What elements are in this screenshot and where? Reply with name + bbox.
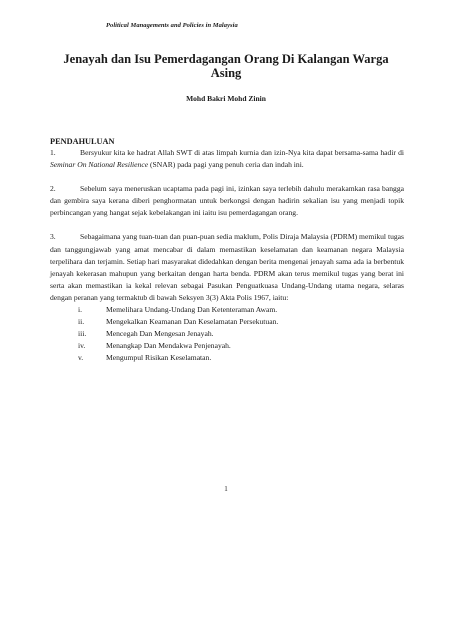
paragraph-text: Bersyukur kita ke hadrat Allah SWT di atas limpah kurnia dan izin-Nya kita dapat bersama-sama hadir di	[80, 148, 404, 157]
section-heading: PENDAHULUAN	[50, 137, 115, 146]
page-number: 1	[224, 485, 228, 493]
list-item-text: Mencegah Dan Mengesan Jenayah.	[106, 329, 214, 339]
paragraph-number: 2.	[50, 184, 56, 194]
list-numeral: ii.	[78, 317, 85, 327]
paragraph-text: (SNAR) pada pagi yang penuh ceria dan indah ini.	[148, 160, 304, 170]
list-item	[50, 316, 404, 328]
author-name: Mohd Bakri Mohd Zinin	[186, 94, 266, 103]
document-body	[50, 136, 404, 365]
paragraph-number: 3.	[50, 232, 56, 242]
list-item	[50, 328, 404, 340]
police-duties-list	[50, 304, 404, 364]
list-numeral: iii.	[78, 329, 87, 339]
paragraph-text: Sebelum saya meneruskan ucaptama pada pagi ini, izinkan saya terlebih dahulu merakamkan rasa bangga dan gembira saya kerana diberi penghormatan untuk berkongsi dengan hadirin sekalian isu yang menjadi topik perbincangan yang hangat sejak kebelakangan ini iaitu isu pemerdagangan orang.	[50, 184, 404, 218]
list-numeral: v.	[78, 353, 84, 363]
running-head: Political Managements and Policies in Malaysia	[106, 22, 238, 29]
paragraph-number: 1.	[50, 148, 56, 157]
list-numeral: i.	[78, 305, 83, 315]
seminar-name: Seminar On National Resilience	[50, 160, 149, 170]
paragraph-text: Sebagaimana yang tuan-tuan dan puan-puan sedia maklum, Polis Diraja Malaysia (PDRM) memikul tugas dan tanggungjawab yang amat mencabar di dalam memastikan keselamatan dan keamanan negara Malaysia terpelihara dan terjamin. Setiap hari masyarakat didedahkan dengan berita mengenai jenayah sama ada ia berbentuk jenayah kekerasan mahupun yang berkaitan dengan harta benda. PDRM akan terus memikul tugas yang berat ini serta akan memastikan ia kekal relevan sebagai Pasukan Penguatkuasa Undang-Undang utama negara, selaras dengan peranan yang termaktub di bawah Seksyen 3(3) Akta Polis 1967, iaitu:	[50, 232, 404, 302]
list-numeral: iv.	[78, 341, 86, 351]
list-item	[50, 304, 404, 316]
list-item-text: Memelihara Undang-Undang Dan Ketenteraman Awam.	[106, 305, 278, 315]
paragraph-2	[50, 183, 404, 219]
list-item	[50, 340, 404, 352]
list-item-text: Mengumpul Risikan Keselamatan.	[106, 353, 212, 363]
paragraph-3	[50, 231, 404, 304]
list-item-text: Menangkap Dan Mendakwa Penjenayah.	[106, 341, 231, 351]
paragraph-1	[50, 147, 404, 171]
document-title: Jenayah dan Isu Pemerdagangan Orang Di Kalangan Warga Asing	[63, 52, 389, 80]
list-item	[50, 352, 404, 364]
list-item-text: Mengekalkan Keamanan Dan Keselamatan Persekutuan.	[106, 317, 279, 327]
